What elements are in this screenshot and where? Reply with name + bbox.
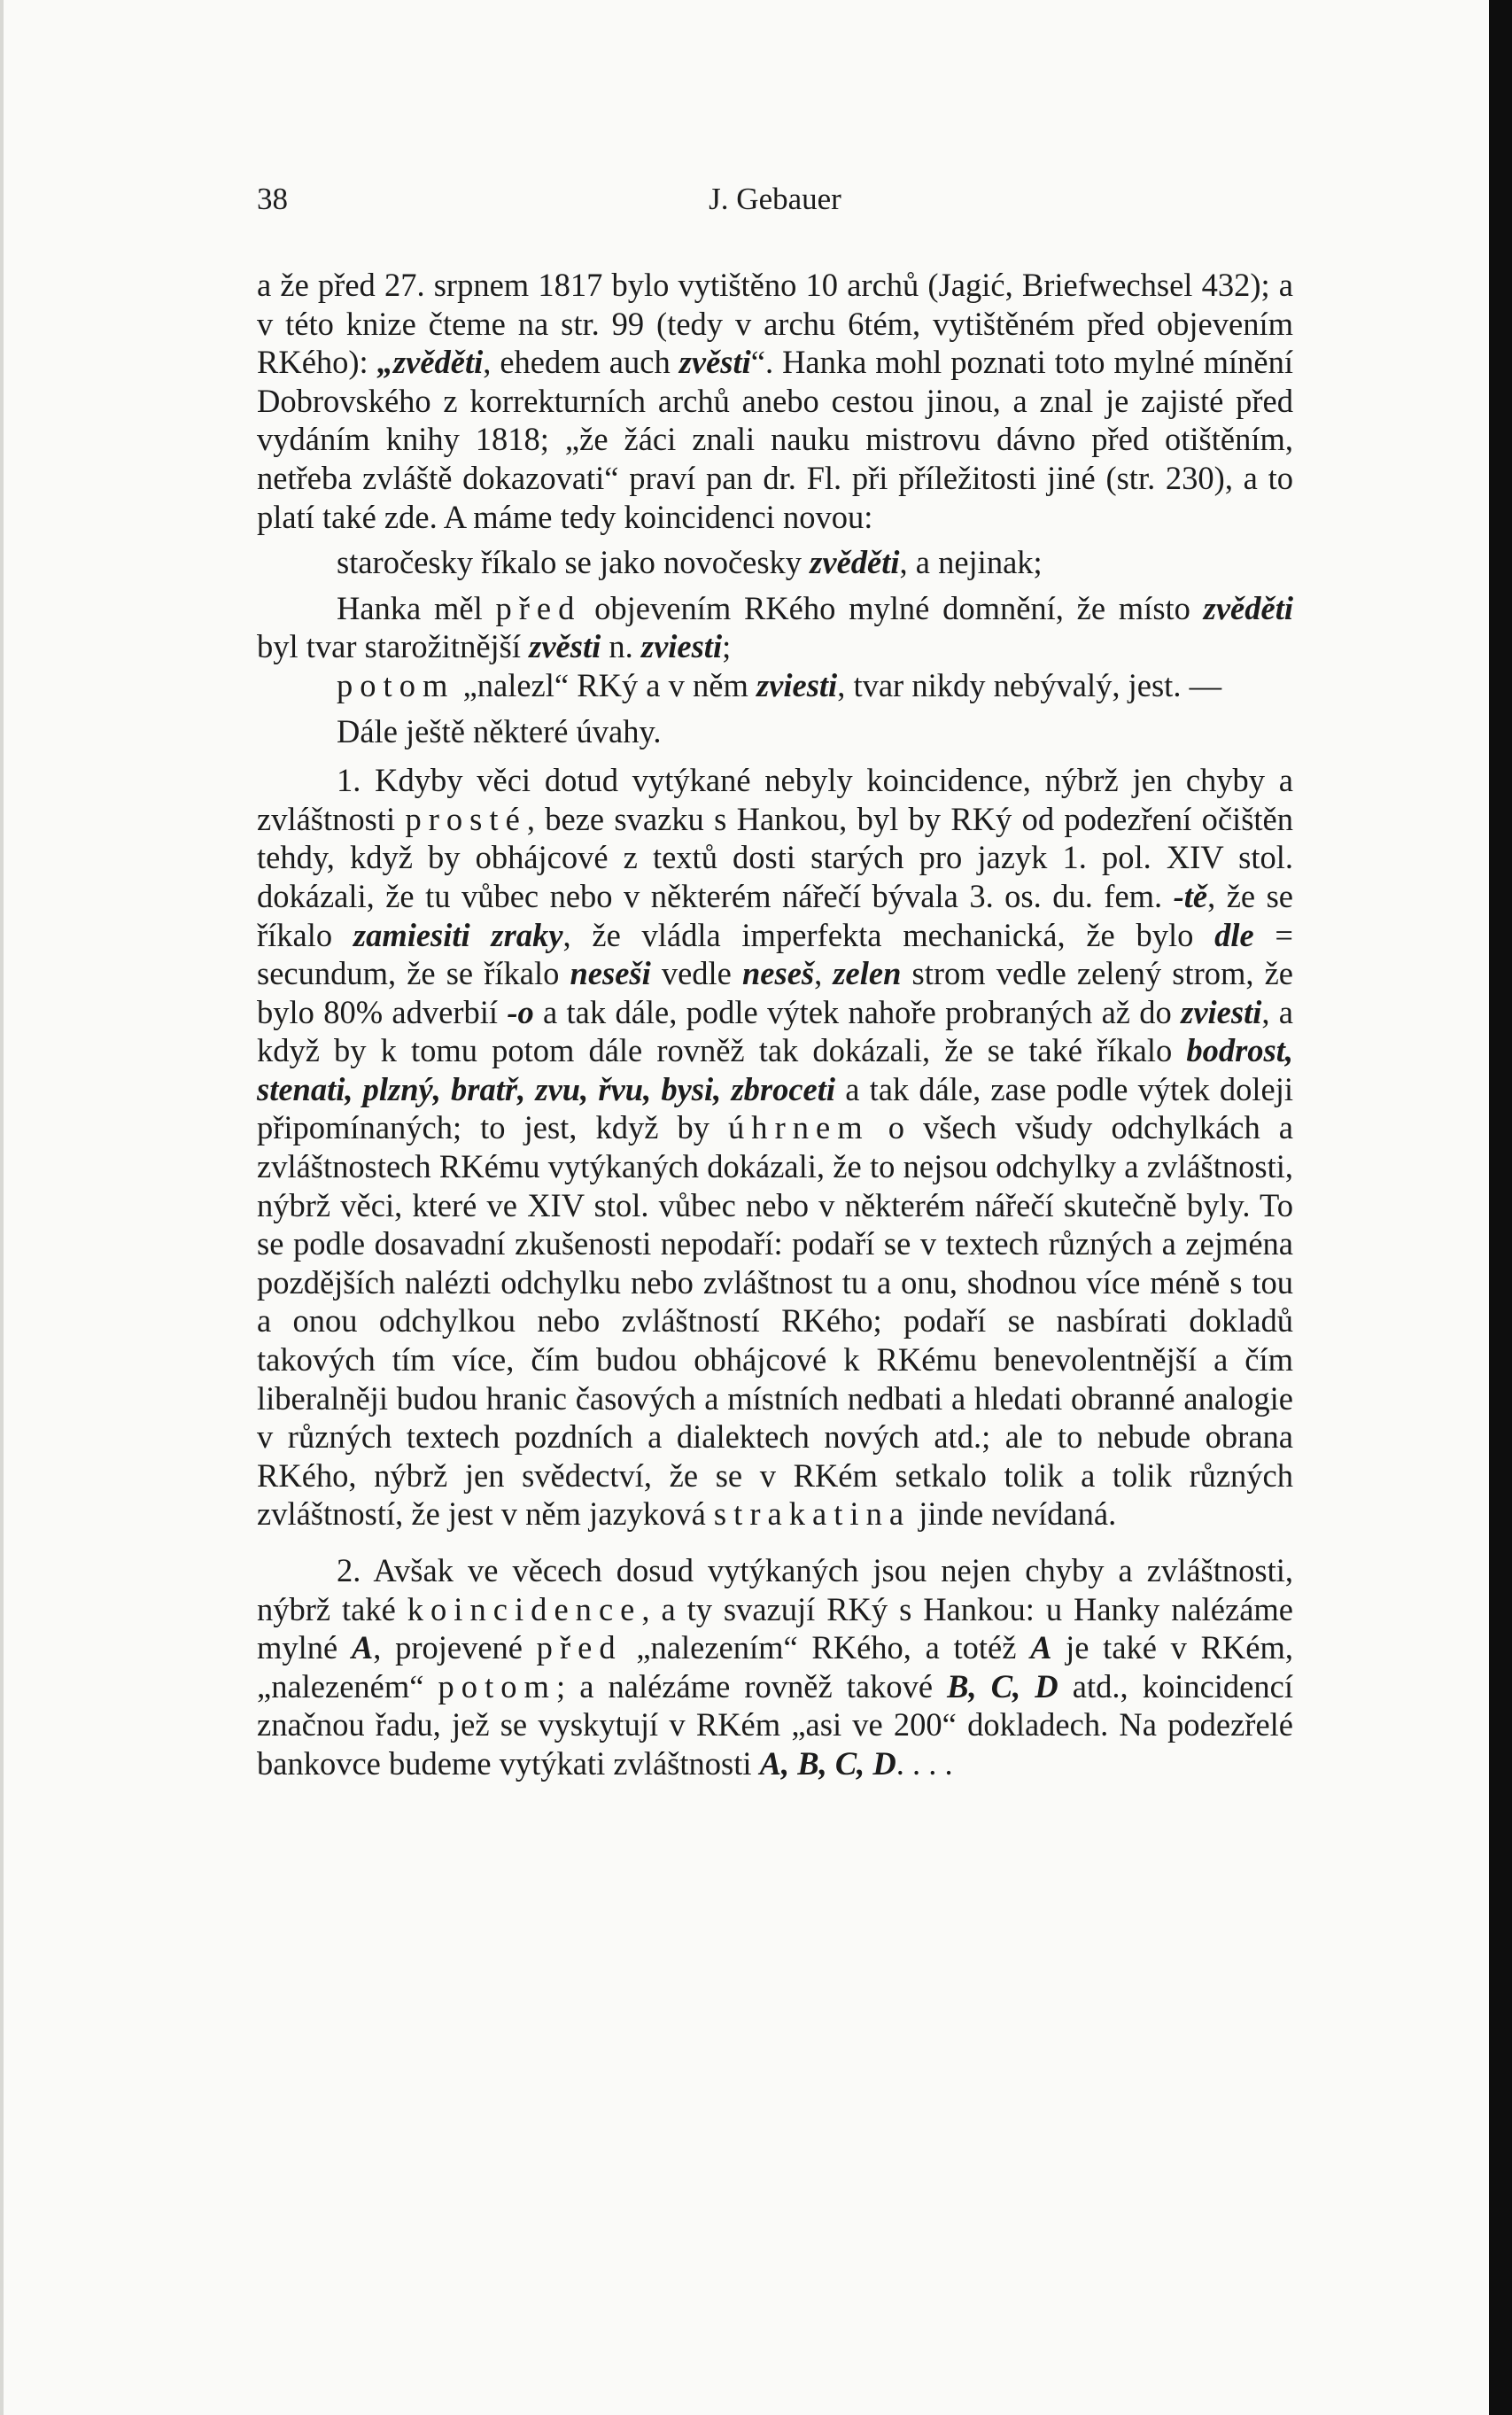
text-run: n. xyxy=(601,628,641,665)
text-run: je také v RKém, „nalezeném“ xyxy=(257,1629,1293,1704)
emphasized-text: B, C, D xyxy=(947,1667,1058,1704)
spaced-text: potom xyxy=(438,1667,556,1704)
text-run: , že vládla imperfekta mechanická, že bylo xyxy=(562,916,1215,953)
emphasized-text: neseši xyxy=(570,955,651,992)
text-run: „nalezl“ RKý a v něm xyxy=(454,666,756,703)
text-run: jinde nevídaná. xyxy=(911,1495,1117,1533)
emphasized-text: zviesti xyxy=(1181,993,1262,1030)
spaced-text: úhrnem xyxy=(728,1109,870,1146)
text-run: 1. Kdyby věci dotud vytýkané nebyly koincidence, nýbrž jen chyby a zvláštnosti xyxy=(257,762,1293,837)
paragraph-p7 xyxy=(257,1551,1293,1783)
emphasized-text: zviesti xyxy=(756,666,838,703)
emphasized-text: A xyxy=(351,1629,374,1666)
paragraph-p4 xyxy=(257,666,1293,705)
paragraph-p6 xyxy=(257,761,1293,1534)
emphasized-text: zvěděti xyxy=(1203,589,1293,626)
text-run: , tvar nikdy nebývalý, jest. — xyxy=(837,666,1222,703)
paragraph-p5 xyxy=(257,712,1293,751)
body-text xyxy=(257,266,1293,1783)
text-run: Hanka měl xyxy=(337,589,496,626)
text-run: objevením RKého mylné domnění, že místo xyxy=(581,589,1204,626)
emphasized-text: zviesti xyxy=(640,628,723,665)
emphasized-text: A, B, C, D xyxy=(759,1744,896,1782)
text-run: , ehedem auch xyxy=(483,344,679,381)
text-run: byl tvar starožitnější xyxy=(257,628,530,665)
text-run: staročesky říkalo se jako novočesky xyxy=(337,544,810,581)
spaced-text: potom xyxy=(337,666,455,703)
emphasized-text: neseš xyxy=(742,955,815,992)
text-run: a že před 27. srpnem 1817 bylo vytištěno 10 archů (Jagić, Briefwechsel 432); a v této knize čteme na str. 99 (tedy v archu 6tém, vytištěném před objevením RKého): xyxy=(257,267,1293,381)
spaced-text: před xyxy=(536,1629,623,1666)
page-header xyxy=(257,182,1293,226)
spaced-text: strakatina xyxy=(713,1495,911,1533)
text-run: , projevené xyxy=(373,1629,537,1666)
paragraph-p1 xyxy=(257,266,1293,536)
spaced-text: prosté xyxy=(405,800,527,837)
text-run: „nalezením“ RKého, a totéž xyxy=(622,1629,1031,1666)
text-run: 2. Avšak ve věcech dosud vytýkaných jsou nejen chyby a zvláštnosti, nýbrž také xyxy=(257,1552,1293,1627)
text-run: strom vedle zelený strom, že bylo 80% adverbií xyxy=(257,955,1294,1030)
paragraph-p2 xyxy=(257,543,1293,582)
spaced-text: před xyxy=(495,589,582,626)
text-run: ; a nalézáme rovněž takové xyxy=(555,1667,948,1704)
emphasized-text: -tě xyxy=(1173,877,1208,914)
text-run: . . . . xyxy=(896,1744,953,1782)
text-run: vedle xyxy=(650,955,742,992)
text-run: , a když by k tomu potom dále rovněž tak dokázali, že se také říkalo xyxy=(257,993,1293,1069)
spaced-text: koincidence xyxy=(407,1590,642,1627)
text-run: atd., koincidencí značnou řadu, jež se vyskytují v RKém „asi ve 200“ dokladech. Na podezřelé bankovce budeme vytýkati zvláštnosti xyxy=(257,1667,1293,1782)
emphasized-text: zvěsti xyxy=(678,344,751,381)
emphasized-text: zelen xyxy=(833,955,902,992)
text-run: Dále ještě některé úvahy. xyxy=(337,712,662,749)
text-run: , že se říkalo xyxy=(257,877,1294,953)
text-run: = secundum, že se říkalo xyxy=(257,916,1293,992)
text-run: a tak dále, podle výtek nahoře probraných až do xyxy=(533,993,1182,1030)
text-run: a tak dále, zase podle výtek doleji připomínaných; to jest, když by xyxy=(257,1070,1293,1146)
emphasized-text: „zvěděti xyxy=(376,344,484,381)
text-run: o všech všudy odchylkách a zvláštnostech RKému vytýkaných dokázali, že to nejsou odchylky a zvláštnosti, nýbrž věci, které ve XIV stol. vůbec nebo v některém nářečí skutečně byly. To se podle dosavadní zkušenosti nepodaří: podaří se v textech různých a zejména pozdějších nalézti odchylku nebo zvláštnost tu a onu, shodnou více méně s tou a onou odchylkou nebo zvláštností RKého; podaří se nasbírati dokladů takových tím více, čím budou obhájcové k RKému benevolentnější a čím liberalněji budou hranic časových a místních nedbati a hledati obranné analogie v různých textech pozdních a dialektech nových atd.; ale to nebude obrana RKého, nýbrž jen svědectví, že se v RKém setkalo tolik a tolik různých zvláštností, že jest v něm jazyková xyxy=(257,1109,1293,1533)
emphasized-text: dle xyxy=(1214,916,1254,953)
emphasized-text: A xyxy=(1030,1629,1052,1666)
text-run: , beze svazku s Hankou, byl by RKý od podezření očištěn tehdy, když by obhájcové z textů dosti starých pro jazyk 1. pol. XIV stol. dokázali, že tu vůbec nebo v některém nářečí bývala 3. os. du. fem. xyxy=(257,800,1293,914)
text-run: , xyxy=(814,955,834,992)
emphasized-text: zamiesiti zraky xyxy=(353,916,563,953)
scan-right-edge xyxy=(1489,0,1512,2415)
paragraph-p3 xyxy=(257,589,1293,666)
page-number: 38 xyxy=(257,182,288,216)
text-run: , a ty svazují RKý s Hankou: u Hanky nalézáme mylné xyxy=(257,1590,1293,1666)
emphasized-text: zvěděti xyxy=(810,544,900,581)
scan-left-edge xyxy=(0,0,4,2415)
emphasized-text: -o xyxy=(507,993,534,1030)
emphasized-text: bodrost, stenati, plzný, bratř, zvu, řvu, bysi, zbroceti xyxy=(257,1032,1293,1107)
text-run: ; xyxy=(722,628,732,665)
running-head: J. Gebauer xyxy=(709,182,841,216)
text-run: , a nejinak; xyxy=(899,544,1043,581)
emphasized-text: zvěsti xyxy=(529,628,601,665)
text-run: “. Hanka mohl poznati toto mylné mínění Dobrovského z korrekturních archů anebo cestou jinou, a znal je zajisté před vydáním knihy 1818; „že žáci znali nauku mistrovu dávno před otištěním, netřeba zvláště dokazovati“ praví pan dr. Fl. při příležitosti jiné (str. 230), a to platí také zde. A máme tedy koincidenci novou: xyxy=(257,344,1294,535)
